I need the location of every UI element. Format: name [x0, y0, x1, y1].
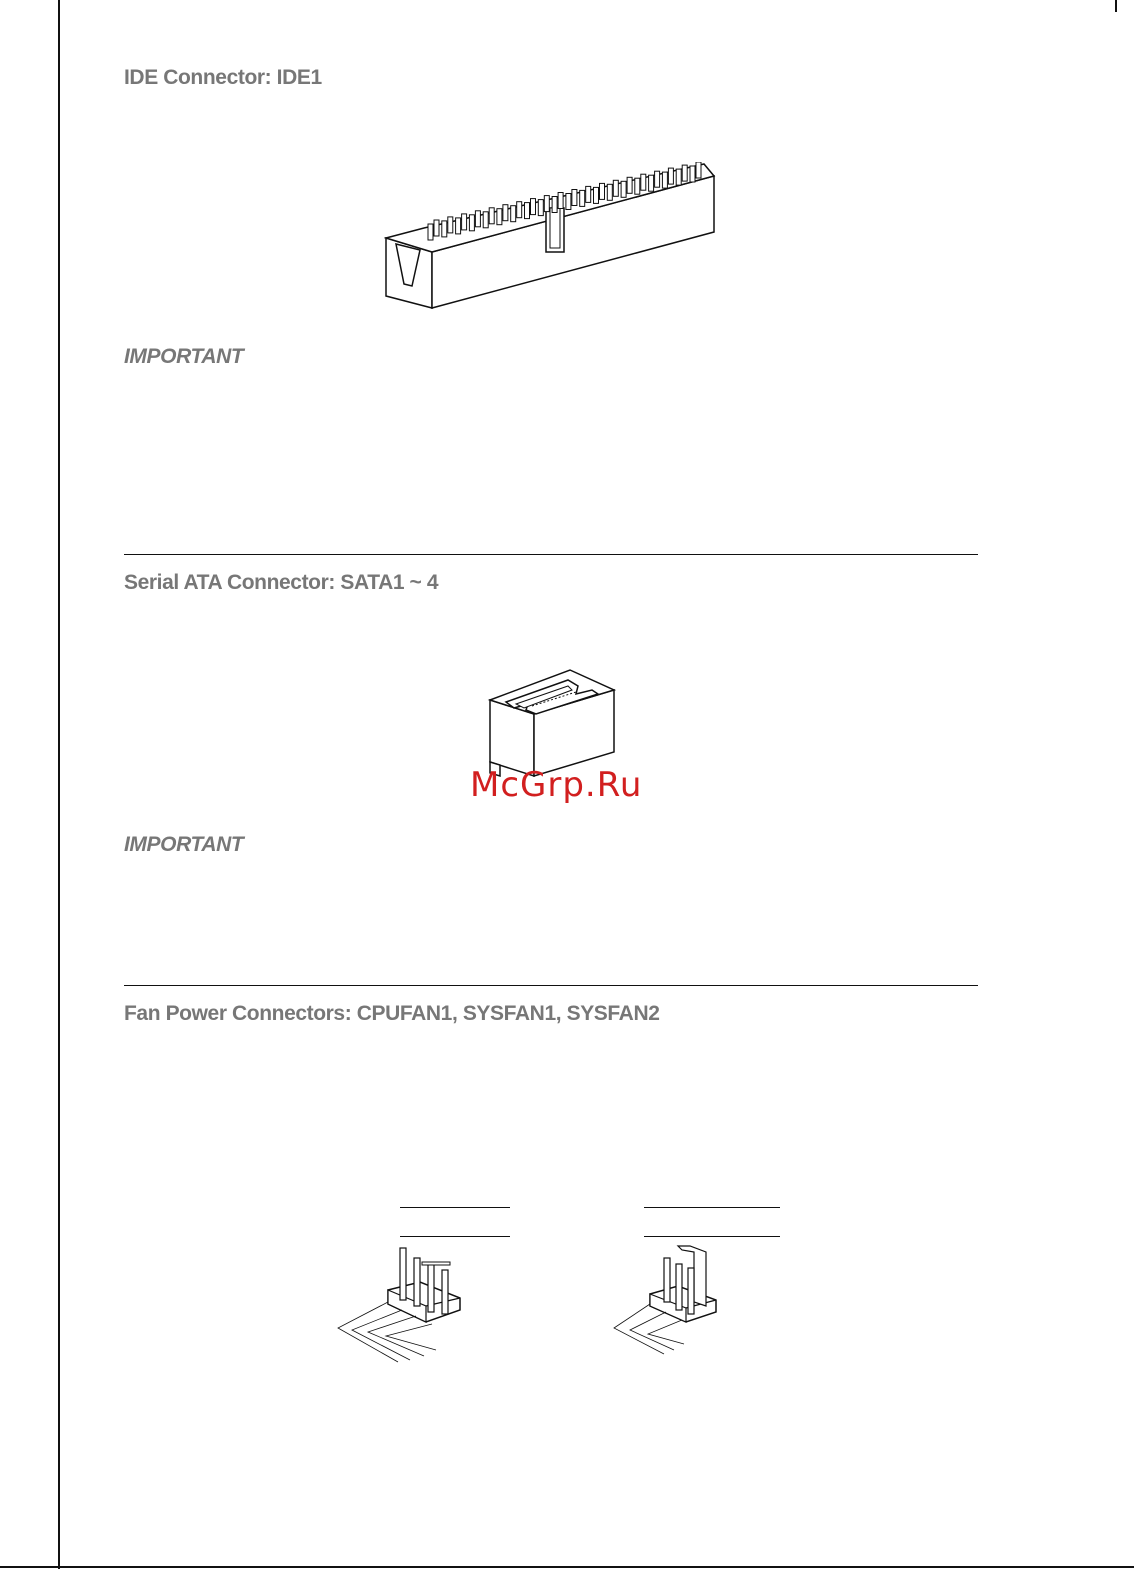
cpufan-label-line-1	[400, 1207, 510, 1208]
sata-heading: Serial ATA Connector: SATA1 ~ 4	[124, 571, 439, 594]
sysfan-connector-illustration	[612, 1244, 720, 1356]
watermark-text: McGrp.Ru	[470, 765, 643, 805]
sata-important-label: IMPORTANT	[124, 833, 244, 856]
page-frame-left	[58, 0, 60, 1569]
ide-important-label: IMPORTANT	[124, 345, 244, 368]
fan-heading: Fan Power Connectors: CPUFAN1, SYSFAN1, SYSFAN2	[124, 1002, 660, 1025]
cpufan-connector-illustration	[334, 1244, 466, 1364]
sysfan-label-line-2	[644, 1236, 780, 1237]
ide-connector-illustration	[384, 162, 720, 312]
section-divider-2	[124, 985, 978, 986]
cpufan-label-line-2	[400, 1236, 510, 1237]
page-frame-top	[1115, 0, 1117, 12]
ide-heading: IDE Connector: IDE1	[124, 66, 322, 89]
sysfan-label-line-1	[644, 1207, 780, 1208]
sata-connector-illustration	[486, 666, 620, 778]
section-divider-1	[124, 554, 978, 555]
page-frame-bottom	[0, 1566, 1134, 1568]
